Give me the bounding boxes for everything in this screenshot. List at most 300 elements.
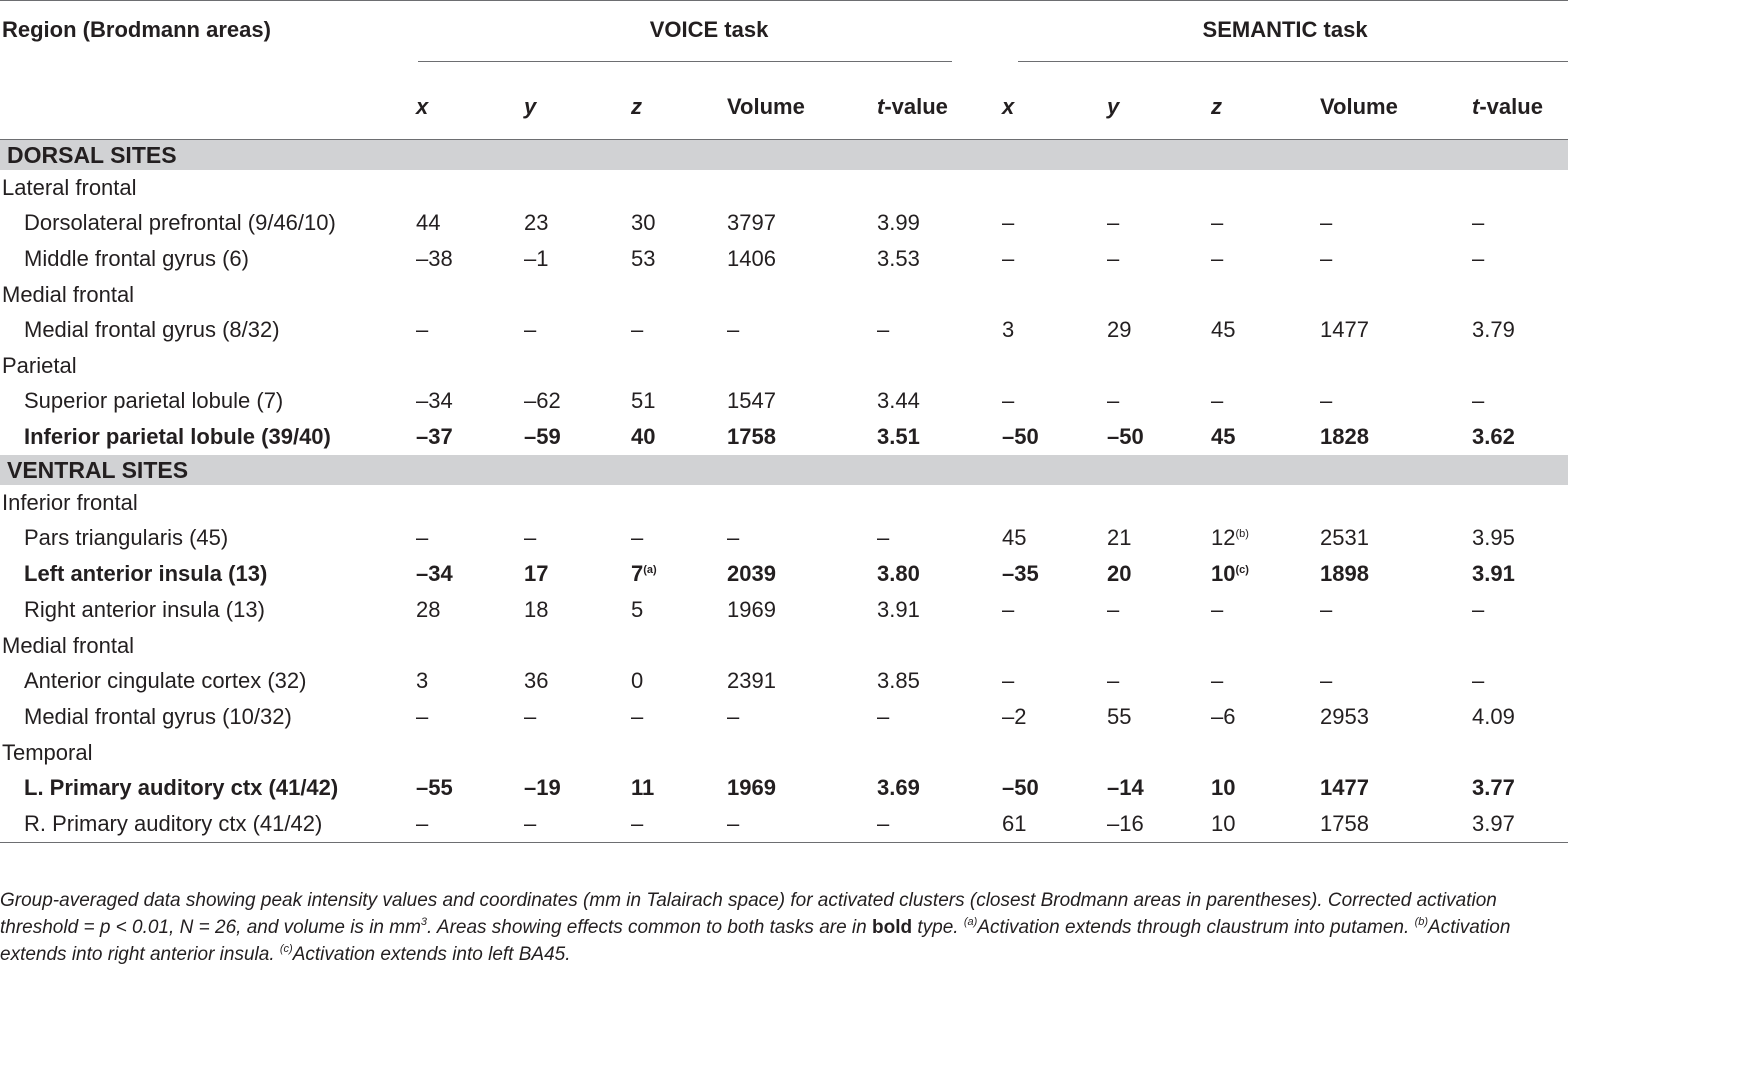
cell-value: 7 — [631, 561, 644, 586]
cell-value: 3.91 — [877, 597, 920, 622]
region-label: Inferior parietal lobule (39/40) — [24, 424, 331, 449]
cell-value: – — [1472, 668, 1485, 693]
cell-value: 2531 — [1320, 525, 1369, 550]
cell-value: 17 — [524, 561, 549, 586]
cell-value: – — [1472, 210, 1485, 235]
semantic-t-value-cell — [1472, 312, 1568, 348]
cell-value: – — [1211, 246, 1224, 271]
table-row — [0, 592, 1568, 628]
cell-value: –55 — [416, 775, 453, 800]
category-row — [0, 735, 1568, 770]
cell-value: – — [1211, 668, 1224, 693]
voice-t-value-cell — [877, 419, 1002, 455]
semantic-y-cell — [1107, 205, 1211, 241]
semantic-t-value-cell — [1472, 806, 1568, 843]
semantic-t-value-cell — [1472, 205, 1568, 241]
semantic-y-cell — [1107, 312, 1211, 348]
semantic-x-cell — [1002, 241, 1107, 277]
semantic-volume-cell — [1320, 770, 1472, 806]
cell-value: 45 — [1211, 317, 1236, 342]
semantic-x-cell — [1002, 592, 1107, 628]
category-row — [0, 485, 1568, 520]
cell-value: –50 — [1002, 424, 1039, 449]
cell-value: 3797 — [727, 210, 776, 235]
cell-value: – — [1211, 597, 1224, 622]
voice-volume-cell — [727, 520, 877, 556]
cell-value: 3.79 — [1472, 317, 1515, 342]
semantic-z-header: z — [1211, 94, 1223, 119]
voice-x-cell — [416, 383, 524, 419]
cell-value: –1 — [524, 246, 549, 271]
cell-value: –62 — [524, 388, 561, 413]
region-label: L. Primary auditory ctx (41/42) — [24, 775, 339, 800]
cell-value: 44 — [416, 210, 441, 235]
voice-x-cell — [416, 241, 524, 277]
semantic-x-cell — [1002, 699, 1107, 735]
voice-y-cell — [524, 383, 631, 419]
cell-value: 4.09 — [1472, 704, 1515, 729]
voice-t-value-cell — [877, 806, 1002, 843]
cell-value: 3 — [416, 668, 429, 693]
cell-value: – — [1211, 210, 1224, 235]
voice-y-cell — [524, 205, 631, 241]
footnote-n: N — [179, 917, 194, 938]
semantic-y-cell — [1107, 699, 1211, 735]
cell-value: – — [524, 704, 537, 729]
cell-value: – — [1472, 388, 1485, 413]
cell-value: – — [416, 704, 429, 729]
voice-z-cell — [631, 419, 727, 455]
semantic-z-cell — [1211, 520, 1320, 556]
cell-value: –19 — [524, 775, 561, 800]
voice-x-cell — [416, 699, 524, 735]
cell-value: 3.51 — [877, 424, 920, 449]
footnote-superscript: 3 — [420, 916, 428, 928]
cell-value: 1477 — [1320, 317, 1369, 342]
cell-value: 10 — [1211, 775, 1236, 800]
cell-value: –16 — [1107, 811, 1144, 836]
category-label: Parietal — [2, 352, 77, 378]
cell-value: 28 — [416, 597, 441, 622]
cell-value: 30 — [631, 210, 656, 235]
cell-value: –2 — [1002, 704, 1027, 729]
semantic-volume-cell — [1320, 312, 1472, 348]
semantic-task-header: SEMANTIC task — [1202, 17, 1368, 42]
cell-value: 3.99 — [877, 210, 920, 235]
cell-value: – — [1107, 668, 1120, 693]
cell-value: –14 — [1107, 775, 1144, 800]
group-header-row — [0, 1, 1568, 76]
semantic-x-cell — [1002, 663, 1107, 699]
cell-value: 10 — [1211, 561, 1236, 586]
cell-value: – — [877, 811, 890, 836]
semantic-y-header: y — [1107, 94, 1120, 119]
voice-x-cell — [416, 770, 524, 806]
voice-y-cell — [524, 419, 631, 455]
cell-value: 3.80 — [877, 561, 920, 586]
footnote-text: Group-averaged data showing peak intensity values and coordinates (mm in Talairach space) for activated clusters (closest Brodmann areas in parentheses). Corrected activation threshold = — [0, 890, 1497, 938]
column-header-row — [0, 75, 1568, 140]
footnote-text: type. — [912, 917, 964, 938]
voice-x-cell — [416, 592, 524, 628]
region-label: R. Primary auditory ctx (41/42) — [0, 806, 416, 843]
voice-z-cell — [631, 312, 727, 348]
cell-value: –34 — [416, 388, 453, 413]
tvalue-suffix: -value — [1479, 94, 1543, 119]
semantic-volume-cell — [1320, 592, 1472, 628]
cell-value: –59 — [524, 424, 561, 449]
semantic-volume-cell — [1320, 205, 1472, 241]
semantic-x-cell — [1002, 312, 1107, 348]
semantic-y-cell — [1107, 770, 1211, 806]
cell-value: –38 — [416, 246, 453, 271]
voice-t-value-cell — [877, 520, 1002, 556]
voice-x-header: x — [416, 94, 429, 119]
cell-value: 29 — [1107, 317, 1132, 342]
table-row — [0, 770, 1568, 806]
semantic-volume-cell — [1320, 241, 1472, 277]
semantic-x-cell — [1002, 556, 1107, 592]
cell-value: 3.91 — [1472, 561, 1515, 586]
cell-value: 3.95 — [1472, 525, 1515, 550]
voice-y-cell — [524, 699, 631, 735]
voice-volume-cell — [727, 312, 877, 348]
cell-value: 51 — [631, 388, 656, 413]
table-row — [0, 663, 1568, 699]
category-label: Medial frontal — [2, 632, 135, 658]
voice-y-cell — [524, 556, 631, 592]
cell-value: 1969 — [727, 597, 776, 622]
cell-value: –50 — [1107, 424, 1144, 449]
cell-value: – — [416, 525, 429, 550]
region-label: Medial frontal gyrus (10/32) — [24, 704, 292, 729]
cell-value: – — [727, 704, 740, 729]
semantic-z-cell — [1211, 241, 1320, 277]
cell-value: – — [727, 811, 740, 836]
semantic-x-cell — [1002, 770, 1107, 806]
semantic-t-value-cell — [1472, 383, 1568, 419]
cell-value: 2039 — [727, 561, 776, 586]
semantic-z-cell — [1211, 419, 1320, 455]
cell-value: 0 — [631, 668, 644, 693]
cell-value: 55 — [1107, 704, 1132, 729]
voice-volume-cell — [727, 770, 877, 806]
cell-value: – — [416, 811, 429, 836]
table-row — [0, 419, 1568, 455]
semantic-x-cell — [1002, 520, 1107, 556]
cell-value: 1828 — [1320, 424, 1369, 449]
table-row — [0, 205, 1568, 241]
cell-value: 1406 — [727, 246, 776, 271]
footnote-text: < 0.01, — [110, 917, 180, 938]
voice-group-rule — [418, 61, 952, 62]
cell-value: 1477 — [1320, 775, 1369, 800]
semantic-y-cell — [1107, 241, 1211, 277]
section-header-row — [0, 455, 1568, 485]
voice-z-cell — [631, 241, 727, 277]
cell-value: –35 — [1002, 561, 1039, 586]
voice-z-cell — [631, 205, 727, 241]
voice-z-cell — [631, 663, 727, 699]
table-row — [0, 556, 1568, 592]
voice-t-value-cell — [877, 312, 1002, 348]
semantic-t-value-cell — [1472, 241, 1568, 277]
semantic-x-header: x — [1002, 94, 1015, 119]
semantic-x-cell — [1002, 419, 1107, 455]
voice-volume-cell — [727, 383, 877, 419]
section-title: VENTRAL SITES — [0, 455, 1568, 485]
cell-value: –6 — [1211, 704, 1236, 729]
semantic-volume-cell — [1320, 663, 1472, 699]
voice-z-cell — [631, 592, 727, 628]
voice-x-cell — [416, 419, 524, 455]
voice-z-header: z — [631, 94, 642, 119]
semantic-z-cell — [1211, 663, 1320, 699]
cell-value: – — [727, 525, 740, 550]
voice-x-cell — [416, 556, 524, 592]
voice-volume-cell — [727, 556, 877, 592]
cell-value: 12 — [1211, 525, 1236, 550]
voice-t-value-cell — [877, 770, 1002, 806]
voice-volume-header: Volume — [727, 94, 805, 119]
voice-t-value-cell — [877, 205, 1002, 241]
cell-value: – — [1002, 246, 1015, 271]
cell-value: – — [1320, 388, 1333, 413]
semantic-z-cell — [1211, 312, 1320, 348]
semantic-volume-cell — [1320, 383, 1472, 419]
semantic-z-cell — [1211, 556, 1320, 592]
cell-value: 1758 — [727, 424, 776, 449]
table-footnote — [0, 887, 1566, 968]
table-row — [0, 383, 1568, 419]
voice-y-cell — [524, 592, 631, 628]
region-label: Medial frontal gyrus (8/32) — [24, 317, 280, 342]
table-row — [0, 241, 1568, 277]
cell-value: 1547 — [727, 388, 776, 413]
cell-value: – — [524, 811, 537, 836]
region-label: Anterior cingulate cortex (32) — [24, 668, 307, 693]
semantic-volume-cell — [1320, 806, 1472, 843]
semantic-z-cell — [1211, 806, 1320, 843]
voice-t-value-cell — [877, 699, 1002, 735]
semantic-volume-cell — [1320, 520, 1472, 556]
semantic-t-value-cell — [1472, 592, 1568, 628]
cell-value: 40 — [631, 424, 656, 449]
table-row — [0, 699, 1568, 735]
region-label: Middle frontal gyrus (6) — [24, 246, 249, 271]
voice-z-cell — [631, 806, 727, 843]
footnote-text: = 26, and volume is in mm — [193, 917, 421, 938]
cell-value: – — [1320, 668, 1333, 693]
cell-value: – — [1002, 210, 1015, 235]
semantic-tvalue-header: t-value — [1472, 94, 1543, 119]
voice-y-header: y — [524, 94, 537, 119]
footnote-text: Activation extends into left BA45. — [292, 944, 571, 965]
semantic-y-cell — [1107, 520, 1211, 556]
table-row — [0, 520, 1568, 556]
category-label: Inferior frontal — [2, 489, 138, 515]
voice-y-cell — [524, 663, 631, 699]
footnote-marker: (c) — [1235, 564, 1249, 576]
cell-value: –37 — [416, 424, 453, 449]
semantic-volume-header: Volume — [1320, 94, 1398, 119]
region-label: Superior parietal lobule (7) — [24, 388, 284, 413]
voice-y-cell — [524, 241, 631, 277]
cell-value: – — [1211, 388, 1224, 413]
cell-value: 1758 — [1320, 811, 1369, 836]
cell-value: 21 — [1107, 525, 1132, 550]
cell-value: – — [1320, 210, 1333, 235]
cell-value: – — [1002, 388, 1015, 413]
category-row — [0, 348, 1568, 383]
footnote-marker-a: (a) — [963, 916, 978, 928]
semantic-y-cell — [1107, 592, 1211, 628]
cell-value: 11 — [631, 775, 655, 800]
semantic-y-cell — [1107, 383, 1211, 419]
cell-value: 3.97 — [1472, 811, 1515, 836]
voice-t-value-cell — [877, 592, 1002, 628]
cell-value: 3.53 — [877, 246, 920, 271]
footnote-text: Activation extends into right anterior insula. — [0, 917, 1511, 965]
cell-value: 18 — [524, 597, 549, 622]
voice-z-cell — [631, 520, 727, 556]
cell-value: 45 — [1002, 525, 1027, 550]
semantic-volume-cell — [1320, 556, 1472, 592]
cell-value: 10 — [1211, 811, 1236, 836]
cell-value: 23 — [524, 210, 549, 235]
category-row — [0, 277, 1568, 312]
voice-x-cell — [416, 806, 524, 843]
cell-value: 45 — [1211, 424, 1236, 449]
cell-value: – — [1107, 597, 1120, 622]
semantic-volume-cell — [1320, 699, 1472, 735]
semantic-z-cell — [1211, 592, 1320, 628]
voice-x-cell — [416, 205, 524, 241]
voice-tvalue-header: t-value — [877, 94, 948, 119]
section-title: DORSAL SITES — [0, 140, 1568, 171]
voice-y-cell — [524, 770, 631, 806]
semantic-y-cell — [1107, 556, 1211, 592]
voice-volume-cell — [727, 419, 877, 455]
cell-value: – — [1002, 597, 1015, 622]
footnote-bold-word: bold — [872, 917, 913, 938]
semantic-y-cell — [1107, 419, 1211, 455]
cell-value: – — [416, 317, 429, 342]
footnote-p: p — [99, 917, 111, 938]
semantic-y-cell — [1107, 663, 1211, 699]
cell-value: – — [1107, 388, 1120, 413]
cell-value: – — [631, 317, 644, 342]
cell-value: 53 — [631, 246, 656, 271]
cell-value: – — [631, 811, 644, 836]
cell-value: 2391 — [727, 668, 776, 693]
cell-value: – — [1320, 246, 1333, 271]
cell-value: – — [1107, 246, 1120, 271]
semantic-z-cell — [1211, 699, 1320, 735]
voice-t-value-cell — [877, 556, 1002, 592]
semantic-z-cell — [1211, 770, 1320, 806]
voice-volume-cell — [727, 205, 877, 241]
region-label: Left anterior insula (13) — [24, 561, 268, 586]
semantic-t-value-cell — [1472, 663, 1568, 699]
region-label: Right anterior insula (13) — [24, 597, 265, 622]
section-header-row — [0, 140, 1568, 171]
semantic-t-value-cell — [1472, 419, 1568, 455]
semantic-x-cell — [1002, 806, 1107, 843]
cell-value: 20 — [1107, 561, 1132, 586]
cell-value: – — [727, 317, 740, 342]
voice-t-value-cell — [877, 241, 1002, 277]
semantic-z-cell — [1211, 205, 1320, 241]
cell-value: 3.62 — [1472, 424, 1515, 449]
cell-value: – — [877, 525, 890, 550]
category-row — [0, 628, 1568, 663]
semantic-volume-cell — [1320, 419, 1472, 455]
footnote-marker-c: (c) — [279, 943, 293, 955]
table-row — [0, 312, 1568, 348]
cell-value: 1898 — [1320, 561, 1369, 586]
voice-volume-cell — [727, 806, 877, 843]
semantic-y-cell — [1107, 806, 1211, 843]
voice-volume-cell — [727, 699, 877, 735]
cell-value: – — [877, 317, 890, 342]
semantic-x-cell — [1002, 205, 1107, 241]
category-row — [0, 170, 1568, 205]
table-row — [0, 806, 1568, 843]
cell-value: – — [524, 317, 537, 342]
voice-x-cell — [416, 520, 524, 556]
cell-value: 3.69 — [877, 775, 920, 800]
semantic-t-value-cell — [1472, 556, 1568, 592]
voice-z-cell — [631, 383, 727, 419]
category-label: Medial frontal — [2, 281, 135, 307]
cell-value: 61 — [1002, 811, 1027, 836]
footnote-text: . Areas showing effects common to both tasks are in — [427, 917, 872, 938]
cell-value: 1969 — [727, 775, 776, 800]
cell-value: 3.85 — [877, 668, 920, 693]
voice-t-value-cell — [877, 383, 1002, 419]
cell-value: – — [631, 704, 644, 729]
cell-value: – — [1320, 597, 1333, 622]
region-label: Pars triangularis (45) — [24, 525, 229, 550]
voice-z-cell — [631, 556, 727, 592]
cell-value: – — [1002, 668, 1015, 693]
voice-volume-cell — [727, 241, 877, 277]
voice-t-value-cell — [877, 663, 1002, 699]
cell-value: 2953 — [1320, 704, 1369, 729]
cell-value: –34 — [416, 561, 453, 586]
category-label: Temporal — [2, 739, 93, 765]
semantic-group-rule — [1018, 61, 1568, 62]
region-label: Dorsolateral prefrontal (9/46/10) — [24, 210, 336, 235]
tvalue-suffix: -value — [884, 94, 948, 119]
cell-value: – — [1107, 210, 1120, 235]
voice-x-cell — [416, 663, 524, 699]
cell-value: – — [524, 525, 537, 550]
region-column-header: Region (Brodmann areas) — [2, 17, 271, 42]
voice-z-cell — [631, 770, 727, 806]
voice-x-cell — [416, 312, 524, 348]
semantic-t-value-cell — [1472, 520, 1568, 556]
semantic-z-cell — [1211, 383, 1320, 419]
cell-value: 36 — [524, 668, 549, 693]
footnote-marker: (b) — [1235, 528, 1249, 540]
cell-value: 3.77 — [1472, 775, 1515, 800]
cell-value: 3.44 — [877, 388, 920, 413]
footnote-marker-b: (b) — [1414, 916, 1429, 928]
voice-task-header: VOICE task — [649, 17, 769, 42]
cell-value: – — [877, 704, 890, 729]
